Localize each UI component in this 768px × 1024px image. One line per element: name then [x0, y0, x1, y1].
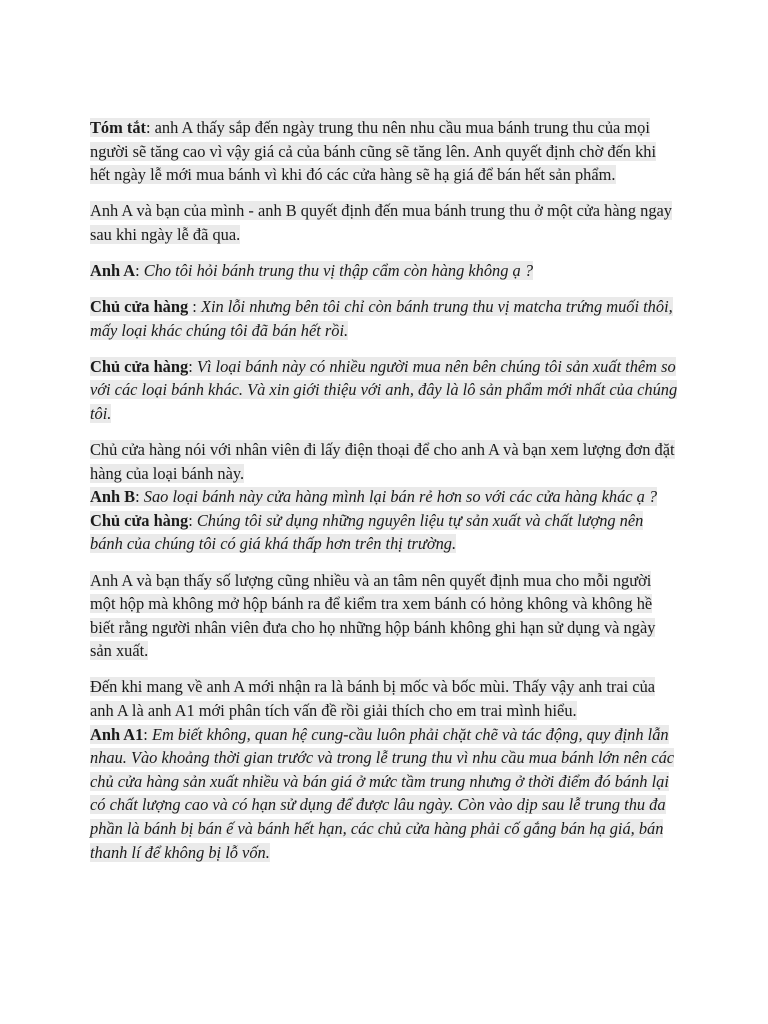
speaker-label: Chủ cửa hàng [90, 297, 189, 317]
dialogue-text: Chúng tôi sử dụng những nguyên liệu tự sản xuất và chất lượng nên bánh của chúng tôi có giá khá thấp hơn trên thị trường. [90, 510, 644, 554]
dialogue-line: Chủ cửa hàng : Xin lỗi nhưng bên tôi chỉ còn bánh trung thu vị matcha trứng muối thôi, mấy loại khác chúng tôi đã bán hết rồi. [90, 297, 673, 340]
dialogue-line: Anh A1: Em biết không, quan hệ cung-cầu luôn phải chặt chẽ và tác động, quy định lẫn nhau. Vào khoảng thời gian trước và trong lễ trung thu vì nhu cầu mua bánh lớn nên các chủ cửa hàng sản xuất nhiều và bán giá ở mức tầm trung nhưng ở thời điểm đó bánh lại có chất lượng cao và có hạn sử dụng để được lâu ngày. Còn vào dịp sau lễ trung thu đa phần là bánh bị bán ế và bánh hết hạn, các chủ cửa hàng phải cố gắng bán hạ giá, bán thanh lí để không bị lỗ vốn. [90, 724, 675, 862]
narration-paragraph: Anh A và bạn của mình - anh B quyết định đến mua bánh trung thu ở một cửa hàng ngay sau khi ngày lễ đã qua. [90, 201, 673, 244]
dialogue-line: Chủ cửa hàng: Chúng tôi sử dụng những nguyên liệu tự sản xuất và chất lượng nên bánh của chúng tôi có giá khá thấp hơn trên thị trường. [90, 510, 644, 554]
speaker-label: Anh A1 [90, 724, 144, 744]
document-page [90, 116, 680, 877]
dialogue-text: Xin lỗi nhưng bên tôi chỉ còn bánh trung thu vị matcha trứng muối thôi, mấy loại khác chúng tôi đã bán hết rồi. [90, 297, 673, 340]
dialogue-line: Anh B: Sao loại bánh này cửa hàng mình lại bán rẻ hơn so với các cửa hàng khác ạ ? [90, 487, 658, 507]
dialogue-text: Vì loại bánh này có nhiều người mua nên bên chúng tôi sản xuất thêm so với các loại bánh khác. Và xin giới thiệu với anh, đây là lô sản phẩm mới nhất của chúng tôi. [90, 356, 678, 423]
dialogue-text: Cho tôi hỏi bánh trung thu vị thập cẩm còn hàng không ạ ? [143, 260, 534, 280]
summary-label: Tóm tắt [90, 118, 146, 137]
summary-text: anh A thấy sắp đến ngày trung thu nên nhu cầu mua bánh trung thu của mọi người sẽ tăng cao vì vậy giá cả của bánh cũng sẽ tăng lên. Anh quyết định chờ đến khi hết ngày lễ mới mua bánh vì khi đó các cửa hàng sẽ hạ giá để bán hết sản phẩm. [90, 118, 657, 185]
summary-paragraph: Tóm tắt: anh A thấy sắp đến ngày trung thu nên nhu cầu mua bánh trung thu của mọi người sẽ tăng cao vì vậy giá cả của bánh cũng sẽ tăng lên. Anh quyết định chờ đến khi hết ngày lễ mới mua bánh vì khi đó các cửa hàng sẽ hạ giá để bán hết sản phẩm. [90, 118, 657, 185]
speaker-label: Chủ cửa hàng [90, 510, 189, 530]
dialogue-line: Chủ cửa hàng: Vì loại bánh này có nhiều người mua nên bên chúng tôi sản xuất thêm so với các loại bánh khác. Và xin giới thiệu với anh, đây là lô sản phẩm mới nhất của chúng tôi. [90, 356, 678, 423]
speaker-label: Anh B [90, 487, 136, 507]
narration-paragraph: Anh A và bạn thấy số lượng cũng nhiều và an tâm nên quyết định mua cho mỗi người một hộp mà không mở hộp bánh ra để kiểm tra xem bánh có hỏng không và không hề biết rằng người nhân viên đưa cho họ những hộp bánh không ghi hạn sử dụng và ngày sản xuất. [90, 570, 656, 661]
narration-paragraph: Đến khi mang về anh A mới nhận ra là bánh bị mốc và bốc mùi. Thấy vậy anh trai của anh A là anh A1 mới phân tích vấn đề rồi giải thích cho em trai mình hiểu. [90, 677, 656, 720]
narration-paragraph: Chủ cửa hàng nói với nhân viên đi lấy điện thoại để cho anh A và bạn xem lượng đơn đặt hàng của loại bánh này. [90, 440, 675, 483]
dialogue-text: Em biết không, quan hệ cung-cầu luôn phải chặt chẽ và tác động, quy định lẫn nhau. Vào khoảng thời gian trước và trong lễ trung thu vì nhu cầu mua bánh lớn nên các chủ cửa hàng sản xuất nhiều và bán giá ở mức tầm trung nhưng ở thời điểm đó bánh lại có chất lượng cao và có hạn sử dụng để được lâu ngày. Còn vào dịp sau lễ trung thu đa phần là bánh bị bán ế và bánh hết hạn, các chủ cửa hàng phải cố gắng bán hạ giá, bán thanh lí để không bị lỗ vốn. [90, 724, 675, 862]
dialogue-text: Sao loại bánh này cửa hàng mình lại bán rẻ hơn so với các cửa hàng khác ạ ? [143, 487, 658, 507]
dialogue-line: Anh A: Cho tôi hỏi bánh trung thu vị thập cẩm còn hàng không ạ ? [90, 260, 534, 280]
speaker-label: Chủ cửa hàng [90, 356, 189, 376]
speaker-label: Anh A [90, 260, 136, 280]
